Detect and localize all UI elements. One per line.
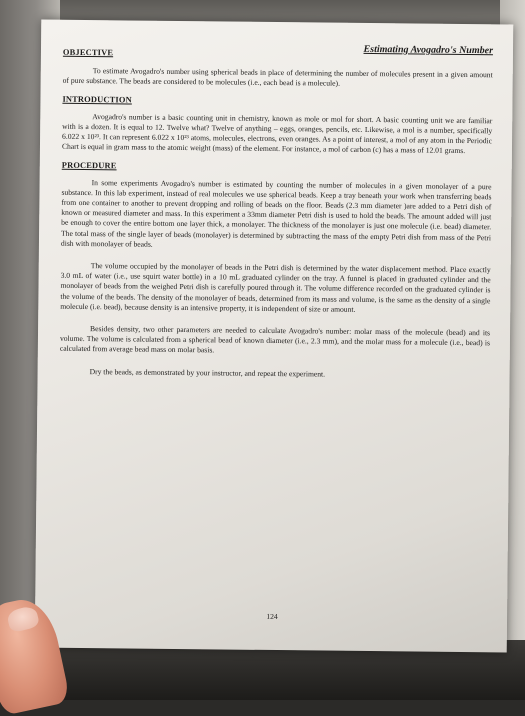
procedure-section [60,161,492,381]
procedure-paragraph-2: The volume occupied by the monolayer of beads in the Petri dish is determined by the water displacement method. Place exactly 3.0 mL of water (i.e., use squirt water bottle) in a 10 mL graduated cylinder on the tray. A funnel is placed in graduated cylinder and the monolayer of beads from the weighed Petri dish is carefully poured through it. The volume difference recorded on the graduated cylinder is the volume of the beads. The density of the monolayer of beads, determined from its mass and volume, is the same as the density of a single molecule (i.e. bead), because density is an intensive property, it is independent of size or amount. [60,261,491,314]
objective-heading: OBJECTIVE [62,47,114,58]
procedure-paragraph-3: Besides density, two other parameters are needed to calculate Avogadro's number: molar mass of the molecule (bead) and its volume. The volume is calculated from a spherical bead of known diameter (i.e., 2.3 mm), and the molar mass for a molecule (i.e., bead) is calculated from average bead mass on molar basis. [59,324,491,355]
title-row [63,42,493,65]
paper-sheet [35,20,514,653]
introduction-heading: INTRODUCTION [62,95,132,105]
page-content [59,42,494,622]
introduction-paragraph: Avogadro's number is a basic counting unit in chemistry, known as mole or mol for short. A basic counting unit we are familiar with is a dozen. It is equal to 12. Twelve what? Twelve of anything – eggs, oranges, pencils, etc. Likewise, a mol is a number, specifically 6.022 x 10²³. It can represent 6.022 x 10²³ atoms, molecules, electrons, even oranges. As a point of interest, a mol of any atom in the Periodic Chart is equal in gram mass to the atomic weight (mass) of the element. For instance, a mol of carbon (c) has a mass of 12.01 grams. [61,111,493,156]
objective-paragraph: To estimate Avogadro's number using spherical beads in place of determining the number of molecules present in a given amount of pure substance. The beads are considered to be molecules (i.e., each bead is a molecule). [62,66,493,88]
objective-section [63,66,493,91]
procedure-paragraph-1: In some experiments Avogadro's number is estimated by counting the number of molecules in a given monolayer of a pure substance. In this lab experiment, instead of real molecules we use spherical beads. Keep a tray beneath your work when transferring beads from one container to another to prevent dropping and rolling of beads on the floor. Beads (2.3 mm diameter )are added to a Petri dish of known or measured diameter and mass. In this experiment a 33mm diameter Petri dish is used to hold the beads. The amount added will just be enough to cover the entire bottom one layer thick, a monolayer. The thickness of the monolayer is just one molecule (i.e. bead) diameter. The total mass of the single layer of beads (monolayer) is determined by subtracting the mass of the empty Petri dish from mass of the Petri dish with monolayer of beads. [60,177,492,249]
procedure-heading: PROCEDURE [61,161,117,171]
document-title: Estimating Avogadro's Number [363,43,494,57]
page-number: 124 [266,611,278,622]
introduction-section [62,95,493,157]
procedure-paragraph-4: Dry the beads, as demonstrated by your instructor, and repeat the experiment. [89,366,326,379]
